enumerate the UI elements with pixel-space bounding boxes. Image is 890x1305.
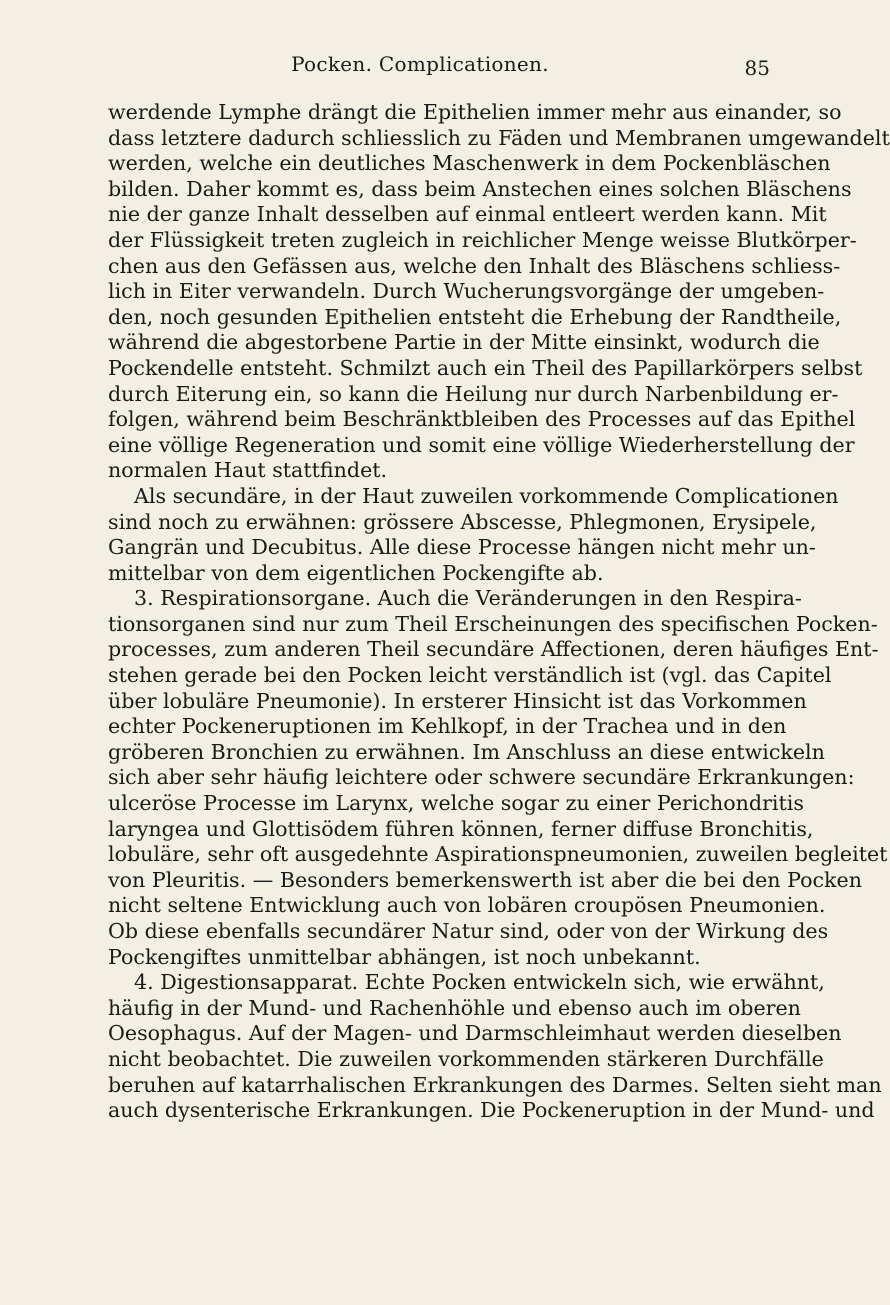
text-line: während die abgestorbene Partie in der Mitte einsinkt, wodurch die (108, 330, 820, 355)
text-line: gröberen Bronchien zu erwähnen. Im Anschluss an diese entwickeln (108, 739, 825, 764)
text-line: normalen Haut stattfindet. (108, 458, 388, 483)
text-line: 3. Respirationsorgane. Auch die Veränderungen in den Respira- (134, 586, 802, 611)
page-number: 85 (744, 56, 770, 80)
text-line: Ob diese ebenfalls secundärer Natur sind, oder von der Wirkung des (108, 919, 829, 943)
text-line: dass letztere dadurch schliesslich zu Fäden und Membranen umgewandelt (108, 125, 890, 150)
body-text (108, 100, 890, 1124)
text-line: Pockendelle entsteht. Schmilzt auch ein Theil des Papillarkörpers selbst (108, 355, 863, 380)
text-line: laryngea und Glottisödem führen können, ferner diffuse Bronchitis, (108, 816, 814, 841)
running-header (110, 52, 770, 82)
text-line: über lobuläre Pneumonie). In ersterer Hinsicht ist das Vorkommen (108, 688, 807, 713)
text-line: häufig in der Mund- und Rachenhöhle und ebenso auch im oberen (108, 995, 801, 1020)
text-line: auch dysenterische Erkrankungen. Die Pockeneruption in der Mund- und (108, 1098, 875, 1123)
text-line: nicht seltene Entwicklung auch von lobären croupösen Pneumonien. (108, 893, 826, 918)
text-line: mittelbar von dem eigentlichen Pockengifte ab. (108, 560, 604, 585)
text-line: von Pleuritis. — Besonders bemerkenswerth ist aber die bei den Pocken (108, 867, 862, 892)
text-line: nie der ganze Inhalt desselben auf einmal entleert werden kann. Mit (108, 202, 827, 227)
text-line: lobuläre, sehr oft ausgedehnte Aspirationspneumonien, zuweilen begleitet (108, 842, 888, 867)
text-line: 4. Digestionsapparat. Echte Pocken entwickeln sich, wie erwähnt, (134, 970, 825, 995)
text-line: den, noch gesunden Epithelien entsteht die Erhebung der Randtheile, (108, 304, 842, 329)
text-line: beruhen auf katarrhalischen Erkrankungen des Darmes. Selten sieht man (108, 1072, 882, 1097)
text-line: chen aus den Gefässen aus, welche den Inhalt des Bläschens schliess- (108, 253, 841, 278)
text-line: bilden. Daher kommt es, dass beim Anstechen eines solchen Bläschens (108, 176, 852, 201)
text-line: sich aber sehr häufig leichtere oder schwere secundäre Erkrankungen: (108, 765, 855, 790)
text-line: lich in Eiter verwandeln. Durch Wucherungsvorgänge der umgeben- (108, 279, 825, 304)
text-line: echter Pockeneruptionen im Kehlkopf, in der Trachea und in den (108, 714, 787, 739)
text-line: Pockengiftes unmittelbar abhängen, ist noch unbekannt. (108, 944, 701, 969)
text-line: Gangrän und Decubitus. Alle diese Processe hängen nicht mehr un- (108, 535, 816, 560)
text-line: der Flüssigkeit treten zugleich in reichlicher Menge weisse Blutkörper- (108, 227, 857, 252)
text-line: durch Eiterung ein, so kann die Heilung nur durch Narbenbildung er- (108, 381, 839, 406)
text-line: werden, welche ein deutliches Maschenwerk in dem Pockenbläschen (108, 151, 831, 176)
text-line: folgen, während beim Beschränktbleiben des Processes auf das Epithel (108, 407, 856, 432)
text-line: sind noch zu erwähnen: grössere Abscesse, Phlegmonen, Erysipele, (108, 509, 817, 534)
text-line: nicht beobachtet. Die zuweilen vorkommenden stärkeren Durchfälle (108, 1046, 824, 1071)
text-line: processes, zum anderen Theil secundäre Affectionen, deren häufiges Ent- (108, 637, 879, 662)
text-line: eine völlige Regeneration und somit eine völlige Wiederherstellung der (108, 432, 855, 457)
text-line: ulceröse Processe im Larynx, welche sogar zu einer Perichondritis (108, 791, 804, 816)
text-line: tionsorganen sind nur zum Theil Erscheinungen des specifischen Pocken- (108, 611, 878, 636)
text-line: Oesophagus. Auf der Magen- und Darmschleimhaut werden dieselben (108, 1021, 842, 1046)
running-title: Pocken. Complicationen. (291, 52, 549, 76)
text-line: Als secundäre, in der Haut zuweilen vorkommende Complicationen (134, 483, 839, 508)
text-line: werdende Lymphe drängt die Epithelien immer mehr aus einander, so (108, 100, 842, 124)
text-line: stehen gerade bei den Pocken leicht verständlich ist (vgl. das Capitel (108, 663, 832, 688)
